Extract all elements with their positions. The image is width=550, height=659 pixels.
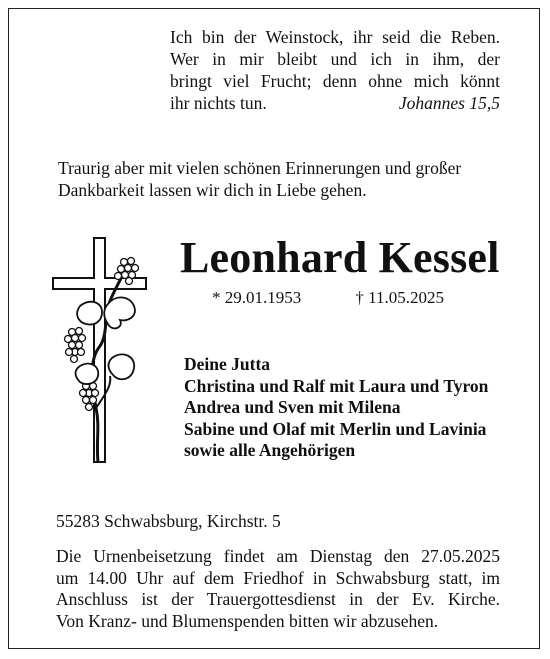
notice-line: um 14.00 Uhr auf dem Friedhof in Schwabsburg statt, im (56, 567, 500, 588)
family-line: Sabine und Olaf mit Merlin und Lavinia (184, 418, 487, 439)
family-line: sowie alle Angehörigen (184, 440, 356, 460)
family-line: Deine Jutta (184, 354, 271, 374)
intro-line: Traurig aber mit vielen schönen Erinnerungen und großer (58, 158, 462, 178)
funeral-notice (56, 546, 500, 632)
family-list (184, 354, 488, 462)
death-date: † 11.05.2025 (355, 288, 444, 307)
deceased-name: Leonhard Kessel (180, 233, 500, 282)
verse-line: ihr nichts tun. (170, 93, 267, 113)
family-line: Andrea und Sven mit Milena (184, 397, 401, 417)
family-line: Christina und Ralf mit Laura und Tyron (184, 375, 489, 396)
notice-line: Von Kranz- und Blumenspenden bitten wir abzusehen. (56, 610, 439, 631)
cross-with-grapevine-icon (50, 236, 160, 466)
life-dates (212, 288, 444, 308)
notice-line: Anschluss ist der Trauergottesdienst in der Ev. Kirche. (56, 589, 500, 609)
intro-line: Dankbarkeit lassen wir dich in Liebe gehen. (58, 180, 367, 200)
bible-verse (170, 26, 500, 114)
notice-line: Die Urnenbeisetzung findet am Dienstag den 27.05.2025 (56, 546, 500, 566)
verse-line: bringt viel Frucht; denn ohne mich könnt (170, 71, 500, 91)
verse-line: Ich bin der Weinstock, ihr seid die Reben. (170, 27, 500, 47)
verse-reference: Johannes 15,5 (398, 93, 500, 113)
verse-line: Wer in mir bleibt und ich in ihm, der (170, 49, 500, 69)
intro-text (58, 157, 498, 201)
verse-last-line (170, 92, 500, 114)
address: 55283 Schwabsburg, Kirchstr. 5 (56, 511, 281, 531)
birth-date: * 29.01.1953 (212, 288, 302, 307)
